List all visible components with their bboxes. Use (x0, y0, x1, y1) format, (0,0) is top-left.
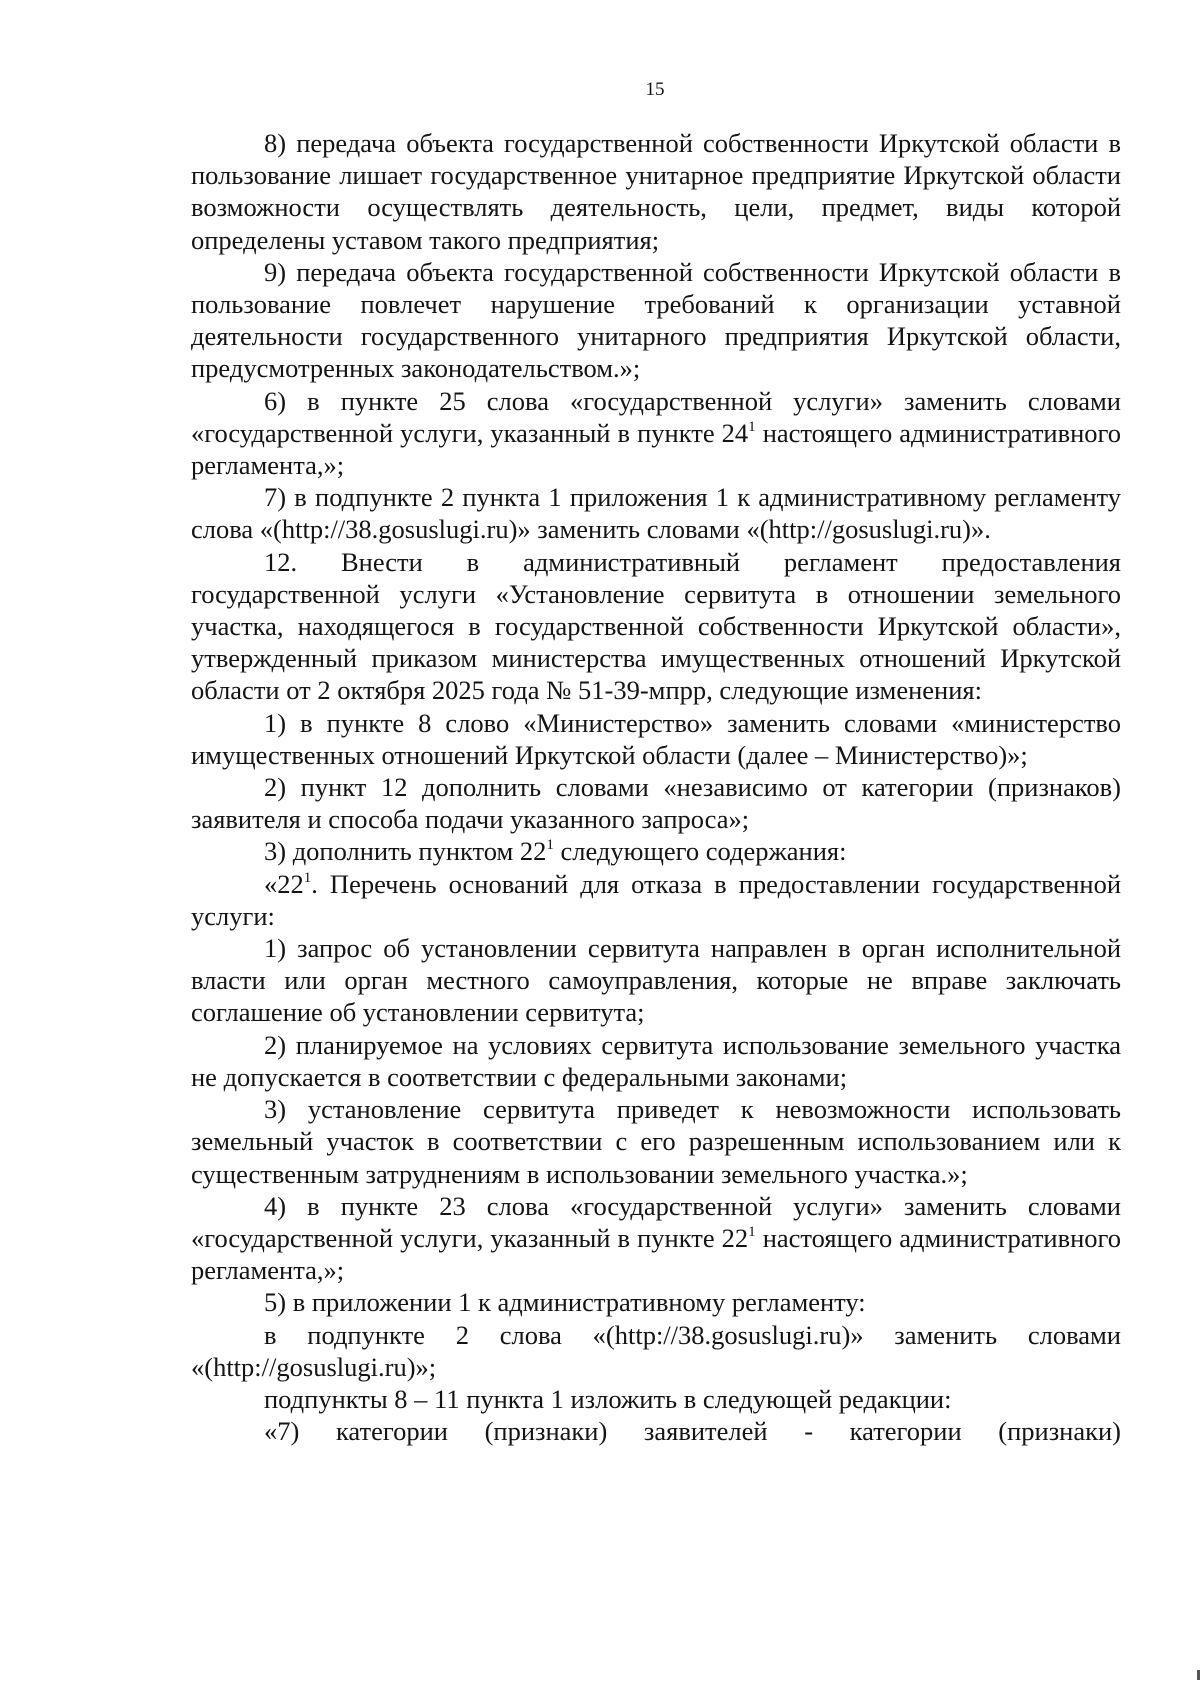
paragraph-text: настоящего административного регламента,»; (191, 1222, 1121, 1286)
paragraph-refusal-2: 2) планируемое на условиях сервитута использование земельного участка не допускается в соответствии с федеральными законами; (191, 1029, 1121, 1092)
paragraph-text: . Перечень оснований для отказа в предоставлении государственной услуги: (191, 868, 1121, 931)
superscript: 1 (748, 418, 756, 435)
paragraph-text: 4) в пункте 23 слова «государственной услуги» заменить словами «государственной услуги, указанный в пункте 22 (191, 1190, 1121, 1253)
paragraph-change-4 (191, 1190, 1121, 1287)
paragraph-refusal-3: 3) установление сервитута приведет к невозможности использовать земельный участок в соответствии с его разрешенным использованием или к существенным затруднениям в использовании земельного участка.»; (191, 1094, 1121, 1189)
document-body (191, 127, 1121, 1447)
paragraph-text: следующего содержания: (553, 836, 847, 867)
superscript: 1 (748, 1223, 756, 1240)
paragraph-text: «22 (264, 868, 304, 899)
paragraph-text: 6) в пункте 25 слова «государственной услуги» заменить словами «государственной услуги, указанный в пункте 24 (191, 385, 1121, 448)
paragraph-section-12: 12. Внести в административный регламент предоставления государственной услуги «Установление сервитута в отношении земельного участка, находящегося в государственной собственности Иркутской области», утвержденный приказом министерства имущественных отношений Иркутской области от 2 октября 2025 года № 51-39-мпрр, следующие изменения: (191, 546, 1121, 706)
paragraph-change-5: 5) в приложении 1 к административному регламенту: (264, 1287, 866, 1318)
paragraph-item-8: 8) передача объекта государственной собственности Иркутской области в пользование лишает государственное унитарное предприятие Иркутской области возможности осуществлять деятельность, цели, предмет, виды которой определены уставом такого предприятия; (191, 128, 1121, 255)
paragraph-text: 3) дополнить пунктом 22 (264, 836, 547, 867)
paragraph-item-9: 9) передача объекта государственной собственности Иркутской области в пользование повлечет нарушение требований к организации уставной деятельности государственного унитарного предприятия Иркутской области, предусмотренных законодательством.»; (191, 256, 1121, 384)
paragraph-change-2: 2) пункт 12 дополнить словами «независимо от категории (признаков) заявителя и способа подачи указанного запроса»; (191, 772, 1121, 835)
page-number: 15 (645, 79, 665, 100)
paragraph-subitem-2: в подпункте 2 слова «(http://38.gosuslugi.ru)» заменить словами «(http://gosuslugi.ru)»; (191, 1319, 1121, 1382)
superscript: 1 (546, 837, 554, 854)
paragraph-refusal-1: 1) запрос об установлении сервитута направлен в орган исполнительной власти или орган местного самоуправления, которые не вправе заключать соглашение об установлении сервитута; (191, 933, 1121, 1028)
paragraph-quote-7: «7) категории (признаки) заявителей - категории (признаки) (264, 1416, 1121, 1447)
paragraph-change-1: 1) в пункте 8 слово «Министерство» заменить словами «министерство имущественных отношений Иркутской области (далее – Министерство)»; (191, 707, 1121, 770)
superscript: 1 (303, 869, 312, 886)
paragraph-text: настоящего административного регламента,»; (191, 417, 1121, 481)
paragraph-change-3 (191, 835, 1121, 867)
paragraph-clause-22-1 (191, 868, 1121, 932)
paragraph-subitems-8-11: подпункты 8 – 11 пункта 1 изложить в следующей редакции: (264, 1383, 952, 1414)
paragraph-amend-6 (191, 385, 1121, 482)
paragraph-amend-7: 7) в подпункте 2 пункта 1 приложения 1 к административному регламенту слова «(http://38.gosuslugi.ru)» заменить словами «(http://gosuslugi.ru)». (191, 482, 1121, 545)
